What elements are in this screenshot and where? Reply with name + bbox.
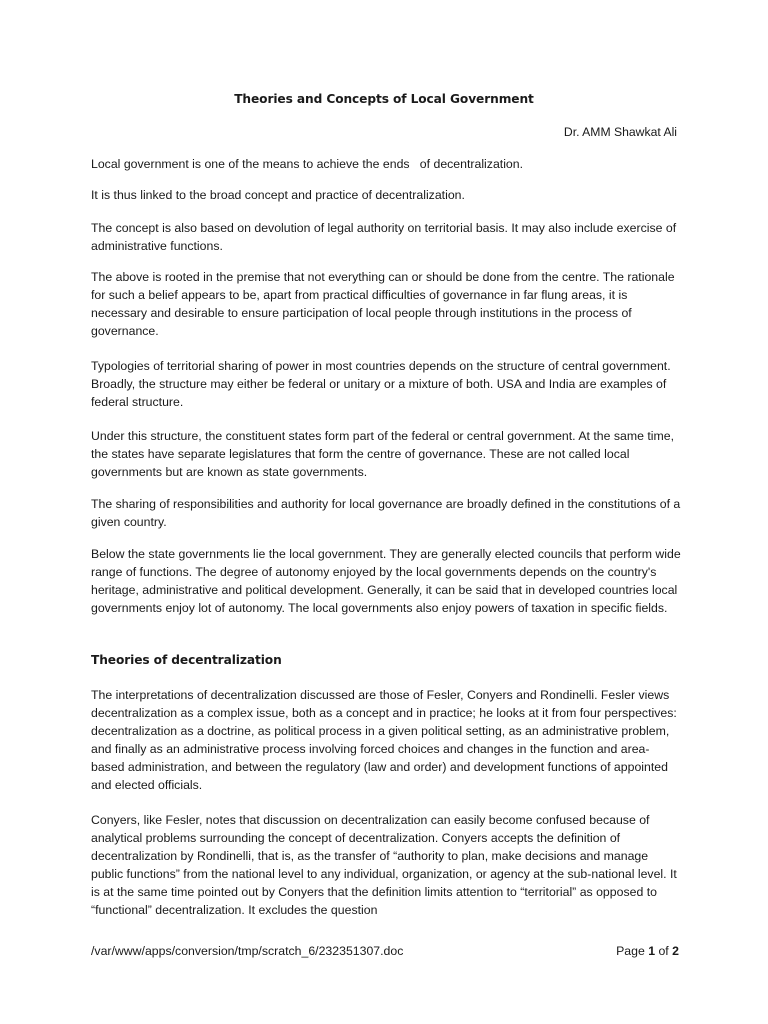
paragraph: Typologies of territorial sharing of power in most countries depends on the structure of central government. Broadly, the structure may either be federal or unitary or a mixture of both. USA and India are examples of federal structure. [91,359,671,410]
paragraph: Conyers, like Fesler, notes that discussion on decentralization can easily become confused because of analytical problems surrounding the concept of decentralization. Conyers accepts the definition of decentralization by Rondinelli, that is, as the transfer of “authority to plan, make decisions and manage public functions” from the national level to any individual, organization, or agency at the sub-national level. It is at the same time pointed out by Conyers that the definition limits attention to “territorial” as opposed to “functional” decentralization. It excludes the question [91,813,677,918]
current-page: 1 [648,944,656,958]
total-pages: 2 [672,944,679,958]
document-author: Dr. AMM Shawkat Ali [563,125,677,139]
paragraph: The concept is also based on devolution of legal authority on territorial basis. It may also include exercise of administrative functions. [91,221,677,254]
paragraph: The above is rooted in the premise that not everything can or should be done from the centre. The rationale for such a belief appears to be, apart from practical difficulties of governance in far flung areas, it is necessary and desirable to ensure participation of local people through institutions in the process of governance. [91,270,675,339]
paragraph: Local government is one of the means to achieve the ends of decentralization. [91,157,524,171]
file-path: /var/www/apps/conversion/tmp/scratch_6/232351307.doc [91,944,404,958]
paragraph: The interpretations of decentralization discussed are those of Fesler, Conyers and Rondinelli. Fesler views decentralization as a complex issue, both as a concept and in practice; he looks at it from four perspectives: decentralization as a doctrine, as political process in a given political setting, as an administrative problem, and finally as an administrative process involving forced choices and changes in the function and area-based administration, and between the regulatory (law and order) and development functions of appointed and elected officials. [91,688,677,793]
paragraph: It is thus linked to the broad concept and practice of decentralization. [91,188,465,202]
of-word: of [658,944,669,958]
paragraph: Below the state governments lie the local government. They are generally elected councils that perform wide range of functions. The degree of autonomy enjoyed by the local governments depends on the country's heritage, administrative and political development. Generally, it can be said that in developed countries local governments enjoy lot of autonomy. The local governments also enjoy powers of taxation in specific fields. [91,547,681,616]
paragraph: Under this structure, the constituent states form part of the federal or central government. At the same time, the states have separate legislatures that form the centre of governance. These are not called local governments but are known as state governments. [91,429,675,480]
page-word: Page [616,944,645,958]
section-heading: Theories of decentralization [91,653,282,667]
document-title: Theories and Concepts of Local Government [234,92,534,106]
page-number [616,944,679,958]
paragraph: The sharing of responsibilities and authority for local governance are broadly defined in the constitutions of a given country. [91,497,681,530]
